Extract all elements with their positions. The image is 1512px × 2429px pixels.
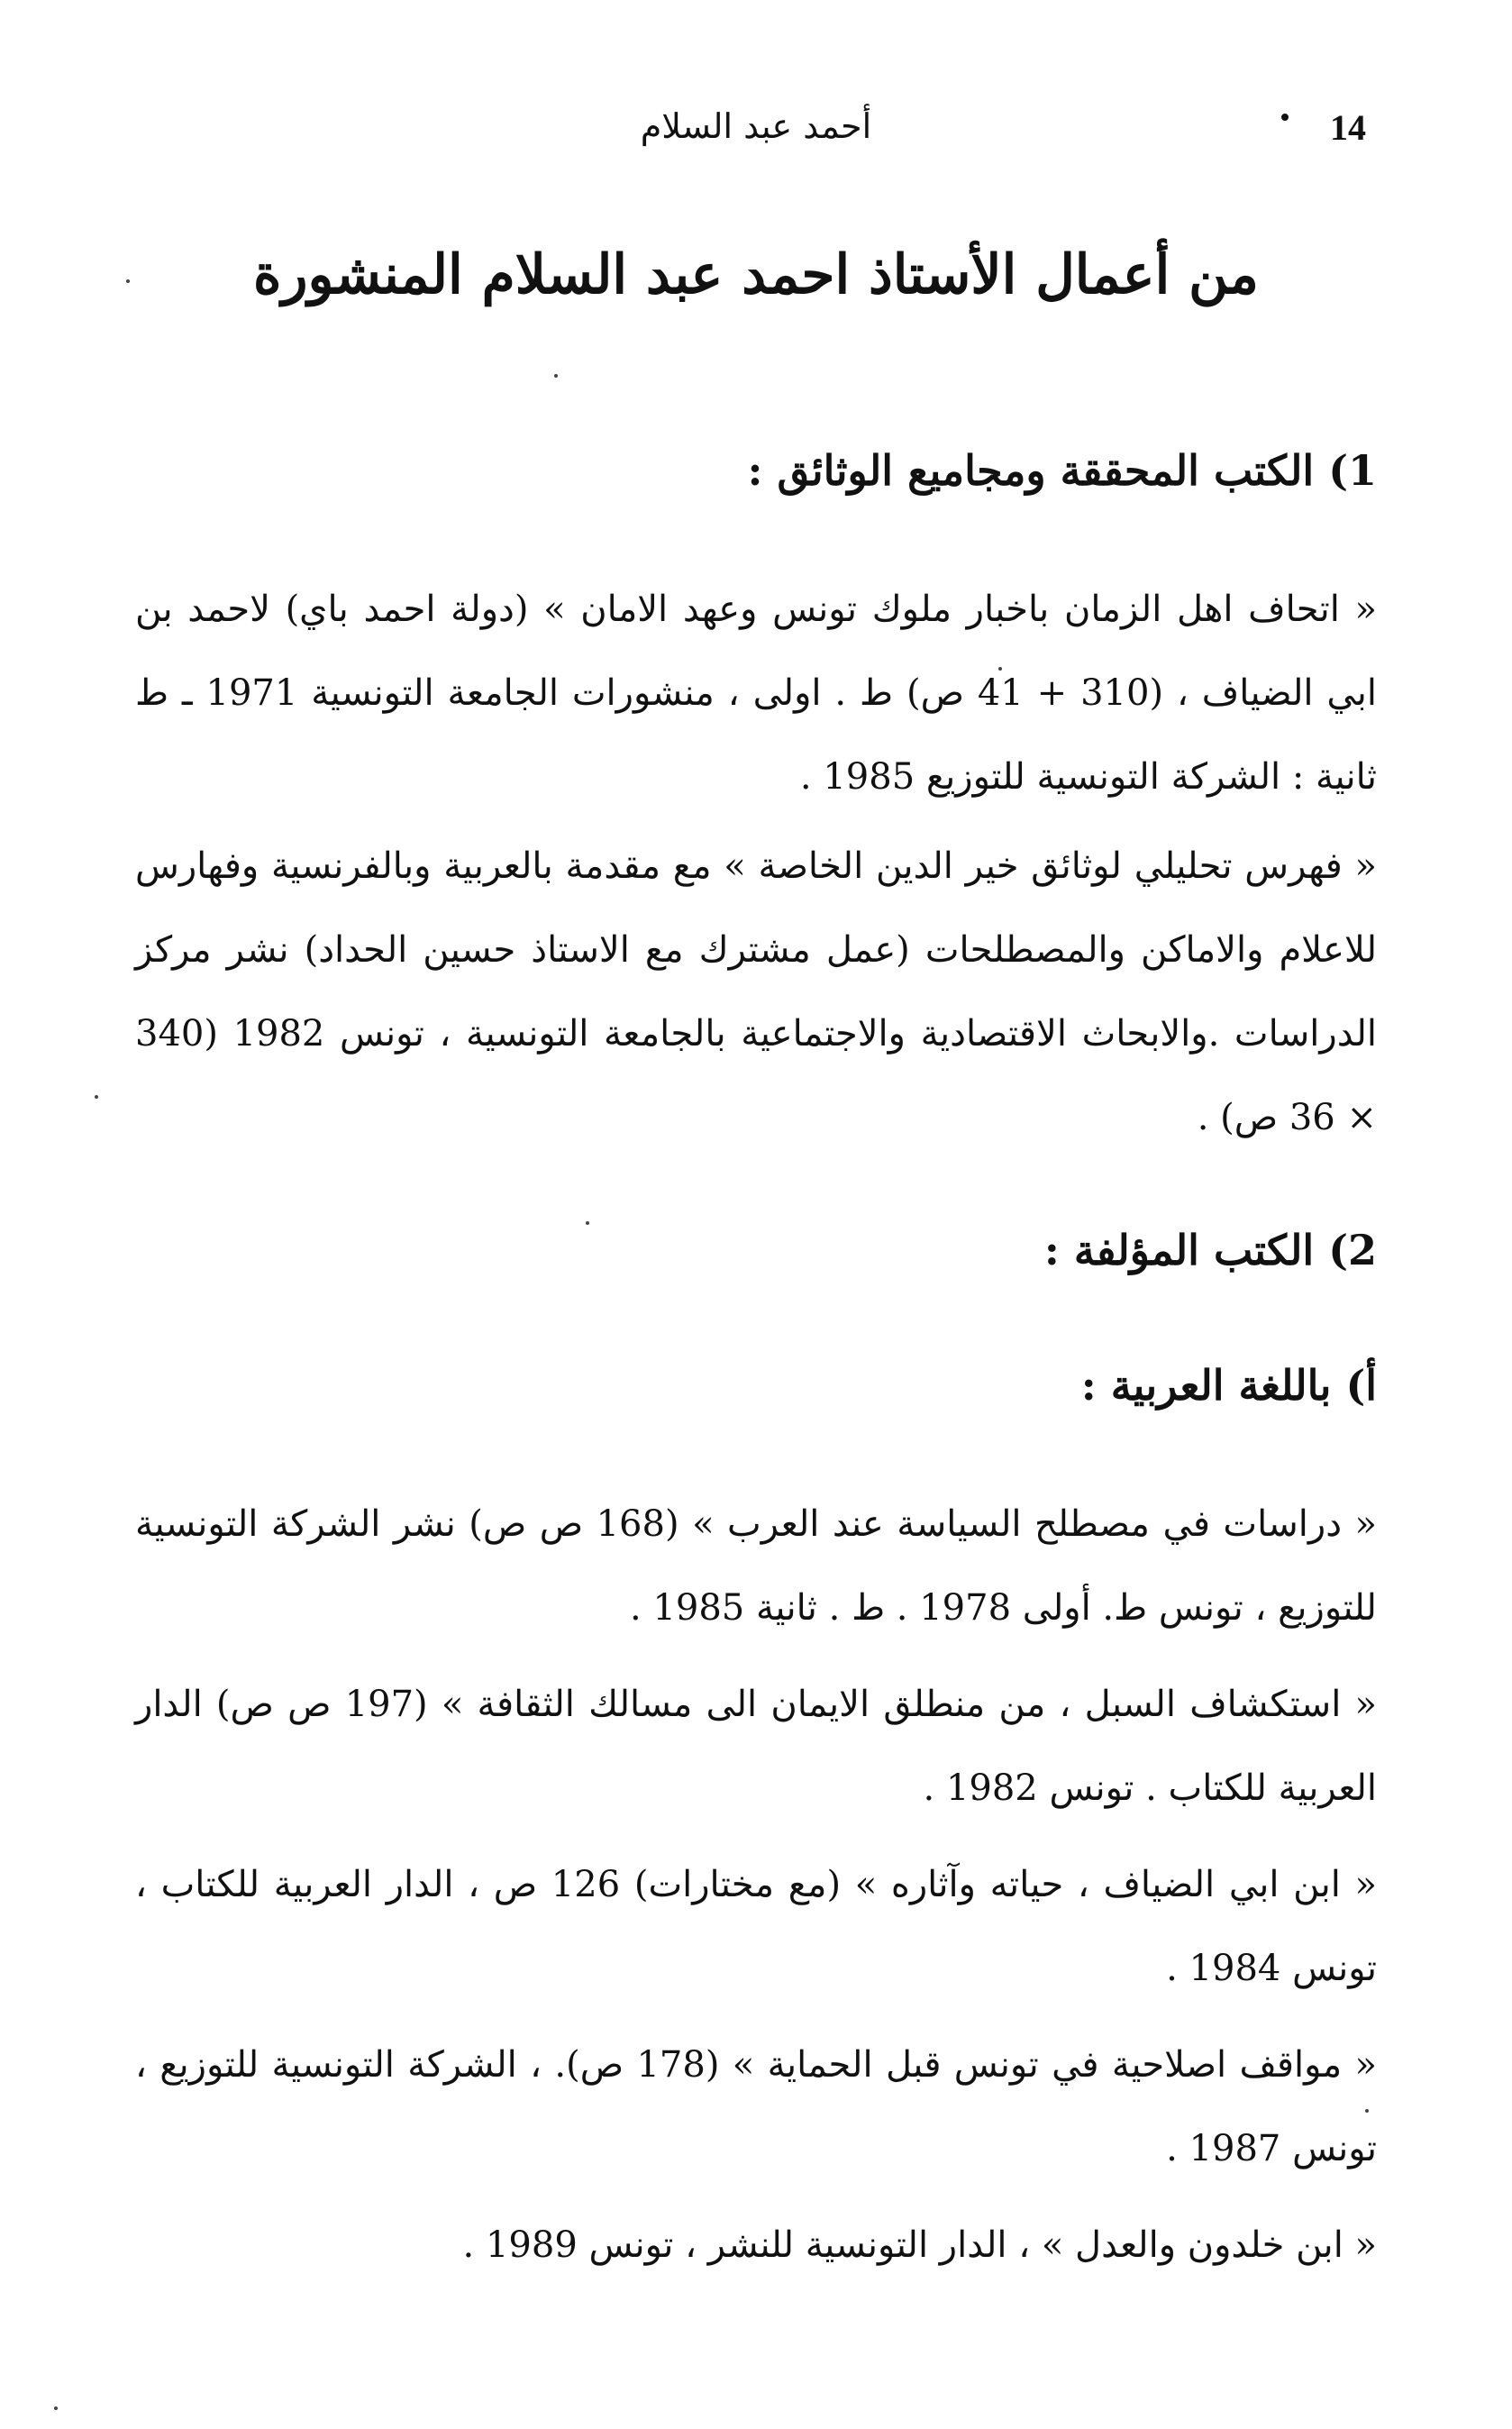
entry-ithaf: « اتحاف اهل الزمان باخبار ملوك تونس وعهد الامان » (دولة احمد باي) لاحمد بن ابي الضياف ، (310 + 41 ص) ط . اولى ، منشورات الجامعة التونسية 1971 ـ ط ثانية : الشركة التونسية للتوزيع 1985 . (135, 589, 1377, 798)
scan-speck (586, 1221, 589, 1225)
running-title: أحمد عبد السلام (640, 106, 872, 146)
entry-mawaqif: « مواقف اصلاحية في تونس قبل الحماية » (178 ص). ، الشركة التونسية للتوزيع ، تونس 1987 . (135, 2044, 1377, 2169)
section-heading-authored-books: 2) الكتب المؤلفة : (1043, 1226, 1377, 1274)
scan-speck (1365, 2109, 1369, 2113)
scan-speck (126, 279, 130, 283)
scan-speck (95, 1095, 98, 1099)
scan-speck (54, 2406, 58, 2410)
section-heading-edited-books: 1) الكتب المحققة ومجاميع الوثائق : (747, 446, 1377, 495)
scan-speck (554, 374, 558, 378)
entry-istikshaf: « استكشاف السبل ، من منطلق الايمان الى مسالك الثقافة » (197 ص ص) الدار العربية للكتاب . تونس 1982 . (135, 1684, 1377, 1809)
scan-speck (998, 667, 1002, 671)
entry-fihris: « فهرس تحليلي لوثائق خير الدين الخاصة » مع مقدمة بالعربية وبالفرنسية وفهارس للاعلام والاماكن والمصطلحات (عمل مشترك مع الاستاذ حسين الحداد) نشر مركز الدراسات .والابحاث الاقتصادية والاجتماعية بالجامعة التونسية ، تونس 1982 (340 × 36 ص) . (135, 845, 1378, 1138)
running-header (135, 106, 1377, 160)
entry-ibn-abi-dhiaf: « ابن ابي الضياف ، حياته وآثاره » (مع مختارات) 126 ص ، الدار العربية للكتاب ، تونس 1984 . (135, 1864, 1377, 1989)
page-number: 14 (1330, 107, 1366, 148)
page-title: من أعمال الأستاذ احمد عبد السلام المنشورة (253, 243, 1259, 306)
entry-dirasat: « دراسات في مصطلح السياسة عند العرب » (168 ص ص) نشر الشركة التونسية للتوزيع ، تونس ط. أولى 1978 . ط . ثانية 1985 . (135, 1503, 1377, 1629)
entry-ibn-khaldun: « ابن خلدون والعدل » ، الدار التونسية للنشر ، تونس 1989 . (462, 2224, 1377, 2266)
subsection-heading-arabic: أ) باللغة العربية : (1080, 1361, 1377, 1410)
